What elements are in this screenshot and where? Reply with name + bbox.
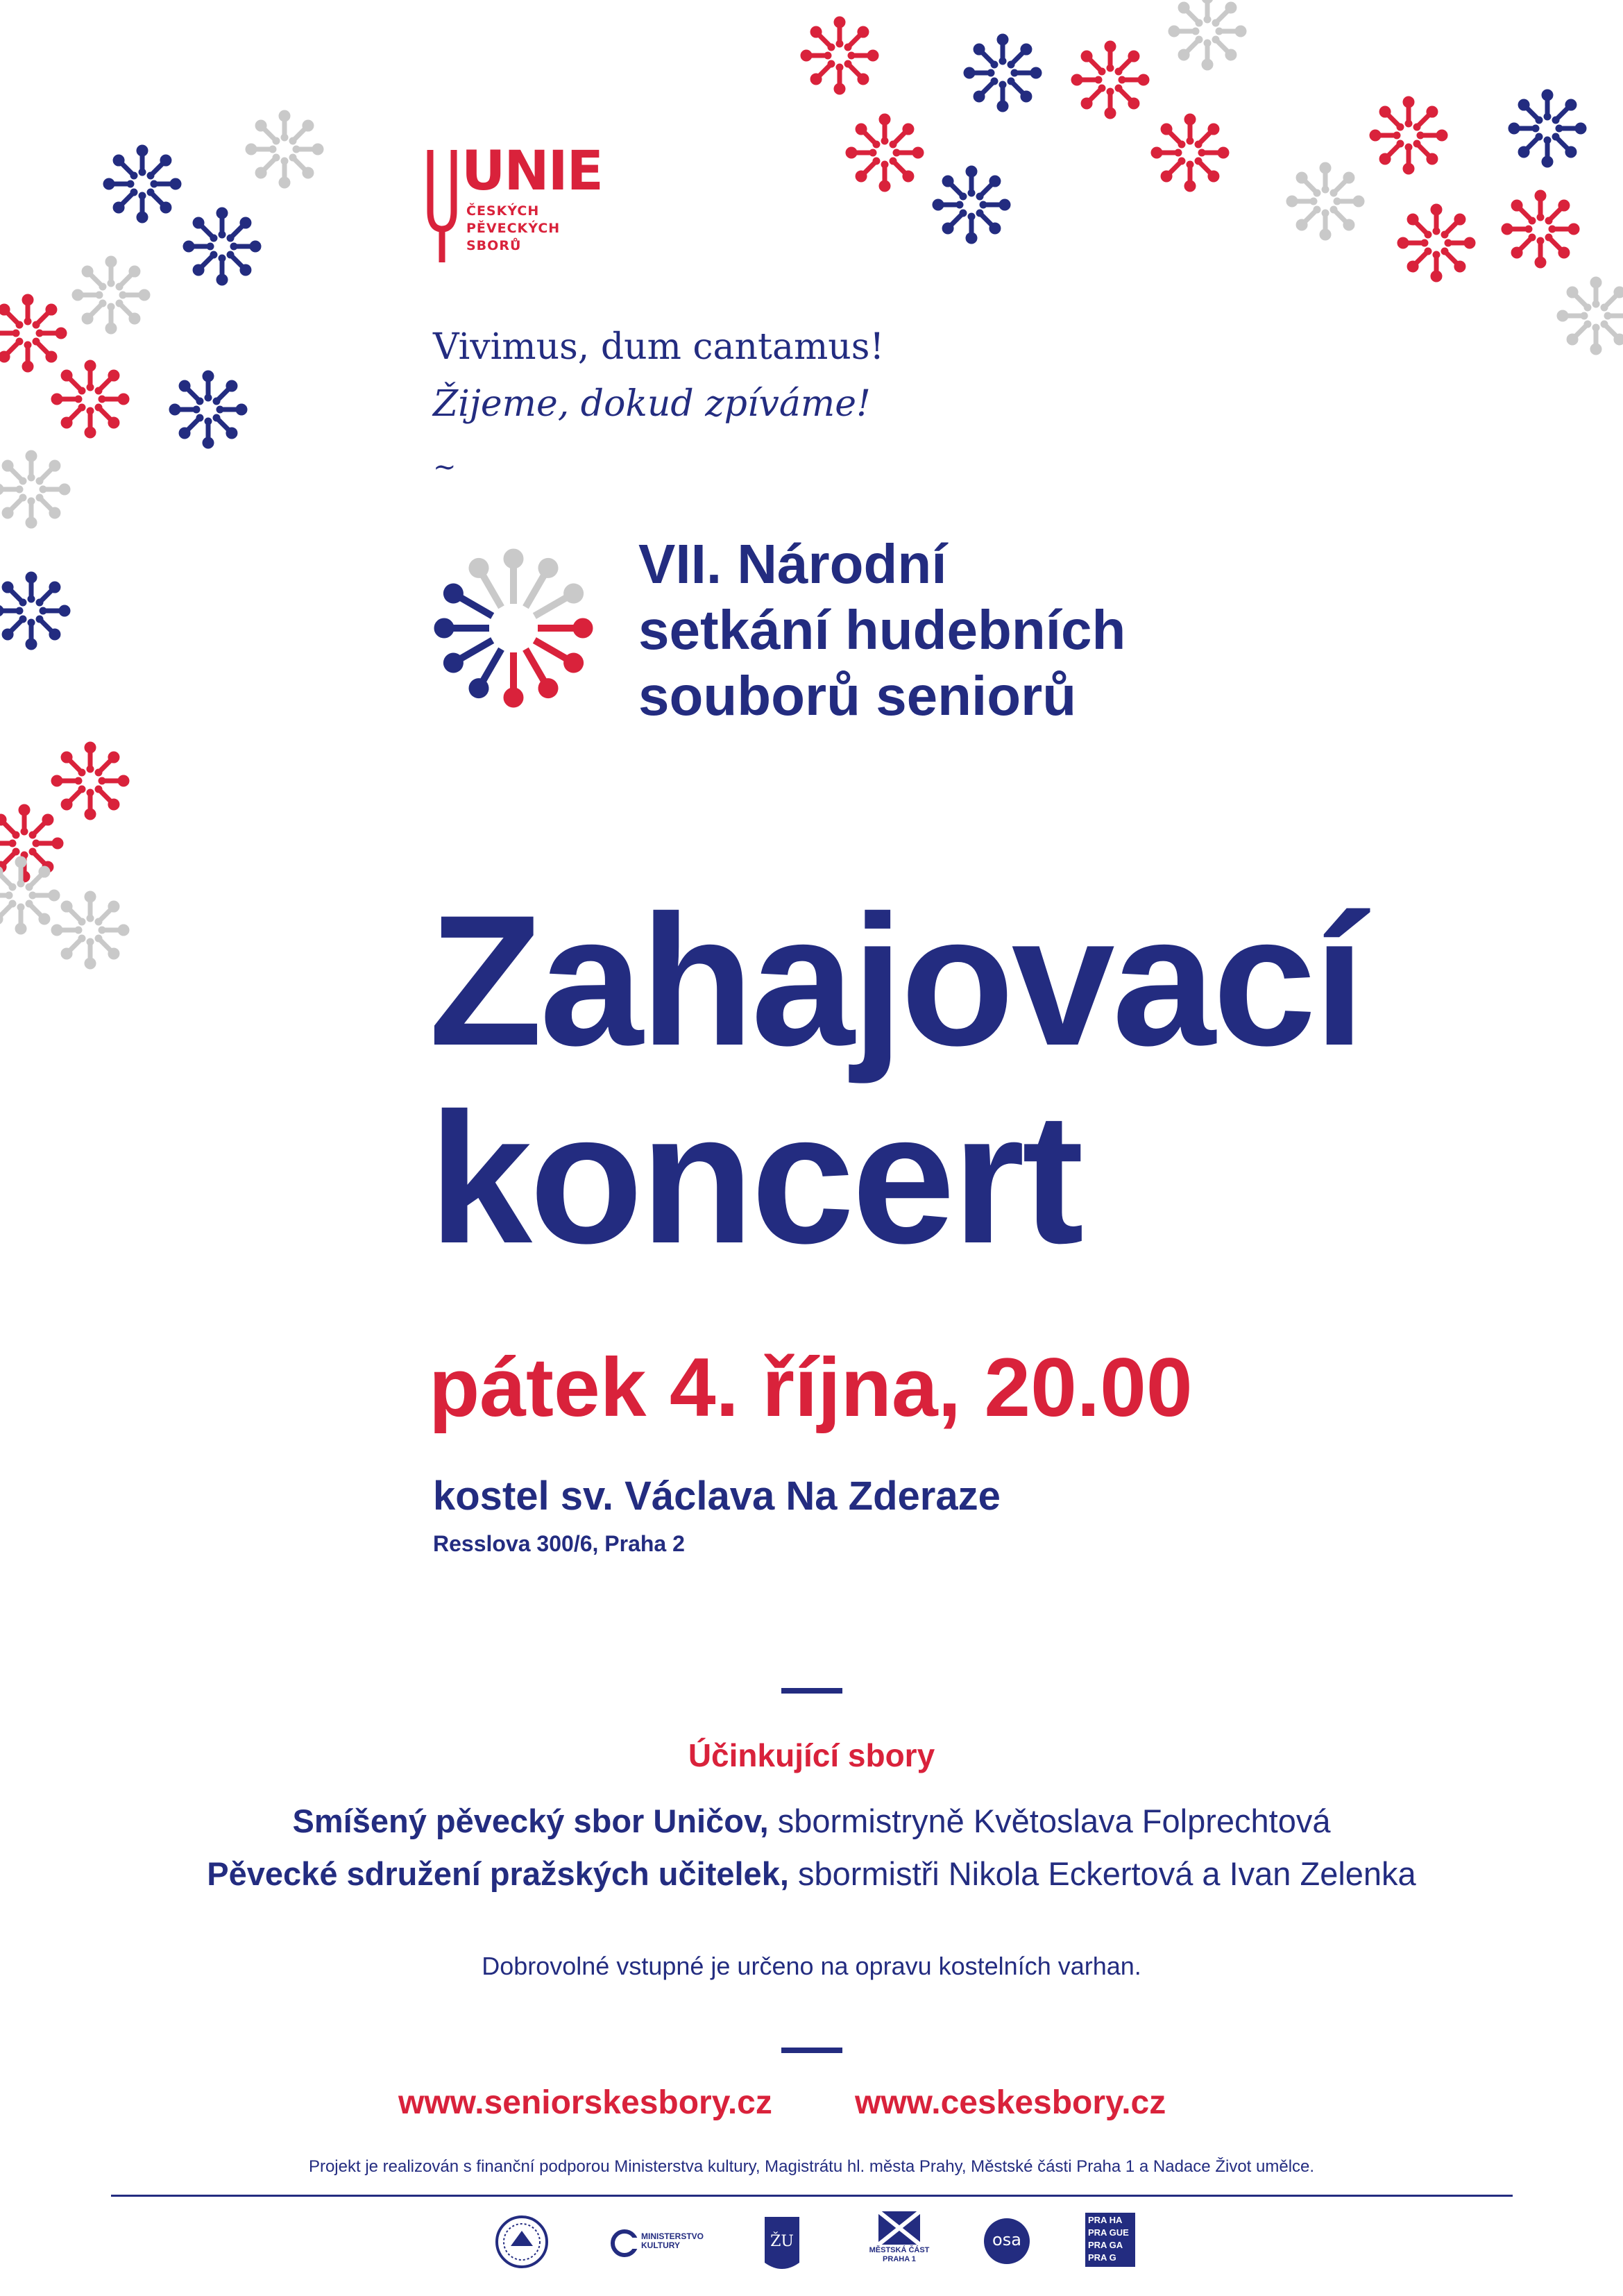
funding-note: Projekt je realizován s finanční podporou Ministerstva kultury, Magistrátu hl. města Prahy, Městské části Praha 1 a Nadace Život umělce. <box>308 2157 1315 2176</box>
choir-entry: Smíšený pěvecký sbor Uničov, sbormistryně Květoslava Folprechtová <box>292 1803 1331 1839</box>
firework-burst <box>1370 96 1447 174</box>
osa-logo: osa <box>984 2218 1030 2264</box>
seal-logo-icon <box>494 2214 550 2270</box>
firework-burst <box>183 208 261 285</box>
district-flag-icon <box>877 2210 921 2246</box>
donation-note: Dobrovolné vstupné je určeno na opravu kostelních varhan. <box>482 1952 1141 1980</box>
firework-burst <box>846 114 924 192</box>
firework-burst <box>0 572 70 650</box>
firework-burst <box>51 742 129 820</box>
venue-name: kostel sv. Václava Na Zderaze <box>433 1474 1001 1519</box>
motto-flourish: ~ <box>433 451 457 483</box>
firework-burst <box>72 256 150 334</box>
firework-burst <box>1071 41 1149 119</box>
firework-burst <box>51 891 129 969</box>
logo-subtitle: ČESKÝCH PĚVECKÝCH SBORŮ <box>466 203 561 253</box>
firework-burst <box>1151 114 1229 192</box>
prague-logo: PRA HA PRA GUE PRA GA PRA G <box>1085 2213 1135 2267</box>
ministry-icon <box>611 2229 638 2257</box>
firework-burst <box>964 34 1042 112</box>
firework-burst <box>1509 90 1586 167</box>
firework-burst <box>103 145 181 223</box>
firework-burst <box>246 110 323 188</box>
main-title-line1: Zahajovací <box>429 876 1363 1084</box>
website-link-choirs[interactable]: www.ceskesbory.cz <box>855 2084 1166 2121</box>
firework-burst <box>0 294 67 372</box>
firework-burst <box>0 450 70 528</box>
divider <box>781 2048 842 2053</box>
firework-burst <box>1397 204 1475 282</box>
foundation-logo-icon <box>762 2214 802 2274</box>
firework-burst <box>1169 0 1246 70</box>
main-title-line2: koncert <box>429 1074 1082 1282</box>
logo-word: UNIE <box>461 140 602 203</box>
firework-burst <box>51 360 129 438</box>
ministry-logo: MINISTERSTVO KULTURY <box>611 2227 729 2261</box>
venue-address: Resslova 300/6, Praha 2 <box>433 1531 685 1556</box>
event-title: VII. Národní setkání hudebních souborů seniorů <box>638 533 1126 727</box>
firework-burst <box>1502 190 1579 268</box>
choir-entry: Pěvecké sdružení pražských učitelek, sbormistři Nikola Eckertová a Ivan Zelenka <box>207 1855 1416 1892</box>
firework-burst <box>169 371 247 448</box>
svg-text:ŽU: ŽU <box>770 2233 794 2250</box>
footer-rule <box>111 2195 1513 2197</box>
event-emblem <box>434 549 593 707</box>
firework-burst <box>0 804 63 882</box>
firework-burst <box>801 17 878 94</box>
tuning-fork-icon <box>425 147 459 265</box>
main-title <box>429 876 1363 1282</box>
firework-burst <box>933 166 1010 244</box>
motto-czech: Žijeme, dokud zpíváme! <box>433 383 871 425</box>
firework-burst <box>1557 277 1623 355</box>
district-logo: MĚSTSKÁ ČÁST PRAHA 1 <box>865 2210 934 2264</box>
firework-burst <box>1286 162 1364 240</box>
performers-heading: Účinkující sbory <box>688 1737 935 1773</box>
website-link-seniors[interactable]: www.seniorskesbory.cz <box>398 2084 772 2121</box>
concert-date-time: pátek 4. října, 20.00 <box>429 1341 1193 1434</box>
divider <box>781 1688 842 1694</box>
motto-latin: Vivimus, dum cantamus! <box>433 326 885 368</box>
